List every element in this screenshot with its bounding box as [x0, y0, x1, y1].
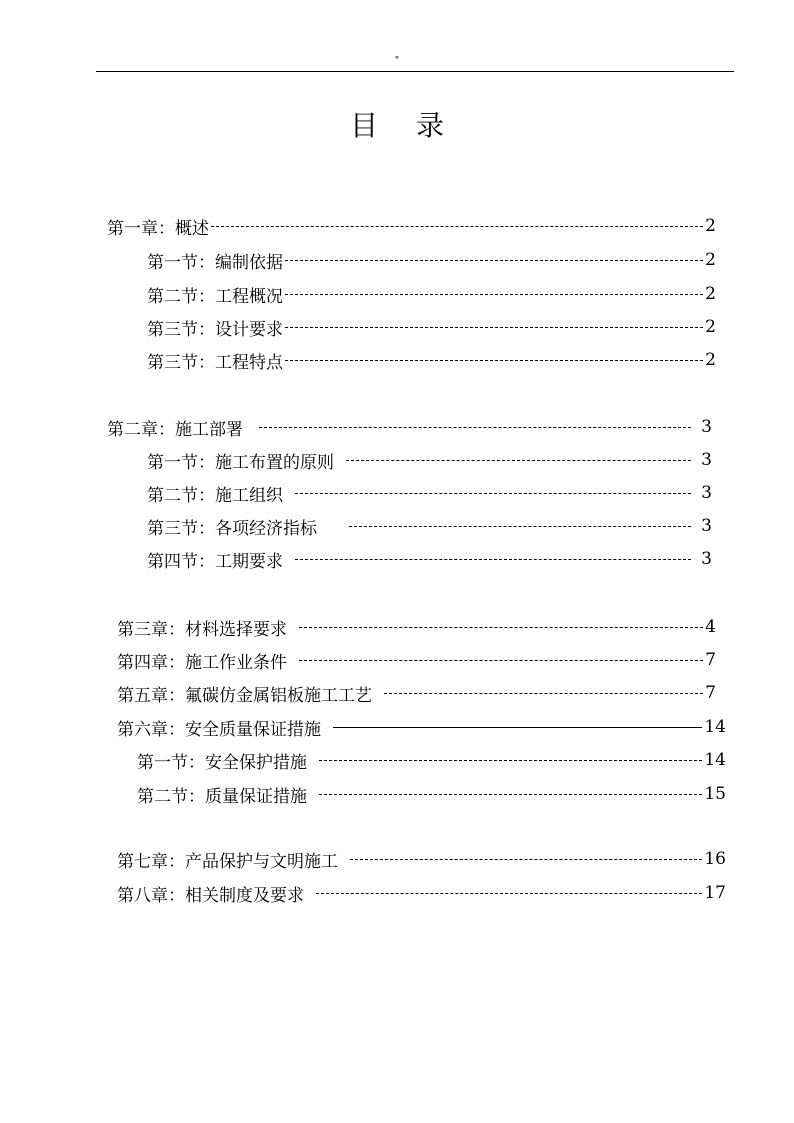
toc-entry-label: 第一节：安全保护措施 — [137, 752, 307, 773]
toc-entry-page: 2 — [705, 317, 716, 337]
toc-entry-chapter-7[interactable] — [117, 846, 726, 872]
toc-leader — [350, 859, 702, 860]
toc-leader — [319, 760, 702, 761]
toc-entry-section-1-1[interactable] — [147, 247, 716, 273]
toc-entry-section-2-4[interactable] — [147, 546, 712, 572]
toc-entry-page: 4 — [705, 617, 716, 637]
toc-entry-page: 3 — [701, 483, 712, 503]
toc-entry-page: 2 — [705, 250, 716, 270]
toc-entry-label: 第一节：编制依据 — [147, 252, 283, 273]
toc-entry-label: 第一章：概述 — [107, 218, 209, 239]
toc-leader — [299, 660, 703, 661]
toc-leader — [211, 226, 703, 227]
toc-entry-label: 第三节：工程特点 — [147, 352, 283, 373]
toc-entry-section-1-4[interactable] — [147, 347, 716, 373]
toc-leader — [319, 794, 702, 795]
toc-entry-page: 3 — [701, 549, 712, 569]
toc-entry-label: 第七章：产品保护与文明施工 — [117, 851, 338, 872]
toc-entry-page: 7 — [705, 683, 716, 703]
page-title: 目录 — [349, 109, 482, 142]
toc-entry-chapter-2[interactable] — [107, 414, 712, 440]
toc-entry-page: 3 — [701, 417, 712, 437]
toc-leader — [259, 427, 691, 428]
toc-entry-page: 2 — [705, 216, 716, 236]
toc-entry-label: 第二章：施工部署 — [107, 419, 243, 440]
toc-entry-section-2-1[interactable] — [147, 447, 712, 473]
toc-entry-page: 14 — [704, 717, 726, 737]
header-rule — [96, 71, 734, 72]
header-mark: " — [394, 56, 400, 66]
toc-leader — [285, 360, 703, 361]
toc-entry-label: 第五章：氟碳仿金属铝板施工工艺 — [117, 685, 372, 706]
toc-entry-page: 3 — [701, 450, 712, 470]
toc-leader — [349, 526, 691, 527]
toc-entry-page: 14 — [704, 750, 726, 770]
toc-leader — [299, 627, 703, 628]
toc-entry-chapter-3[interactable] — [117, 614, 716, 640]
toc-entry-label: 第四章：施工作业条件 — [117, 652, 287, 673]
toc-entry-label: 第三章：材料选择要求 — [117, 619, 287, 640]
toc-entry-label: 第八章：相关制度及要求 — [117, 885, 304, 906]
toc-entry-section-2-3[interactable] — [147, 513, 712, 539]
toc-entry-page: 3 — [701, 516, 712, 536]
toc-leader — [285, 260, 703, 261]
toc-entry-chapter-4[interactable] — [117, 647, 716, 673]
toc-entry-label: 第三节：各项经济指标 — [147, 518, 317, 539]
toc-leader — [384, 693, 703, 694]
toc-entry-label: 第二节：工程概况 — [147, 286, 283, 307]
toc-entry-label: 第三节：设计要求 — [147, 319, 283, 340]
toc-entry-chapter-1[interactable] — [107, 213, 716, 239]
toc-entry-page: 15 — [704, 784, 726, 804]
toc-leader — [346, 460, 691, 461]
toc-entry-page: 2 — [705, 284, 716, 304]
toc-entry-section-6-2[interactable] — [137, 781, 726, 807]
toc-entry-page: 7 — [705, 650, 716, 670]
toc-entry-label: 第二节：质量保证措施 — [137, 786, 307, 807]
toc-leader — [285, 327, 703, 328]
toc-entry-page: 17 — [704, 883, 726, 903]
toc-leader — [333, 727, 702, 728]
toc-entry-label: 第六章：安全质量保证措施 — [117, 719, 321, 740]
toc-leader — [295, 559, 691, 560]
toc-leader — [316, 893, 702, 894]
toc-entry-label: 第二节：施工组织 — [147, 485, 283, 506]
toc-entry-section-1-2[interactable] — [147, 281, 716, 307]
toc-entry-chapter-5[interactable] — [117, 680, 716, 706]
toc-entry-chapter-6[interactable] — [117, 714, 726, 740]
toc-leader — [295, 493, 691, 494]
toc-leader — [285, 294, 703, 295]
toc-entry-label: 第一节：施工布置的原则 — [147, 452, 334, 473]
toc-entry-section-2-2[interactable] — [147, 480, 712, 506]
toc-entry-label: 第四节：工期要求 — [147, 551, 283, 572]
toc-entry-page: 16 — [704, 849, 726, 869]
toc-entry-page: 2 — [705, 350, 716, 370]
toc-entry-section-6-1[interactable] — [137, 747, 726, 773]
toc-entry-chapter-8[interactable] — [117, 880, 726, 906]
toc-entry-section-1-3[interactable] — [147, 314, 716, 340]
